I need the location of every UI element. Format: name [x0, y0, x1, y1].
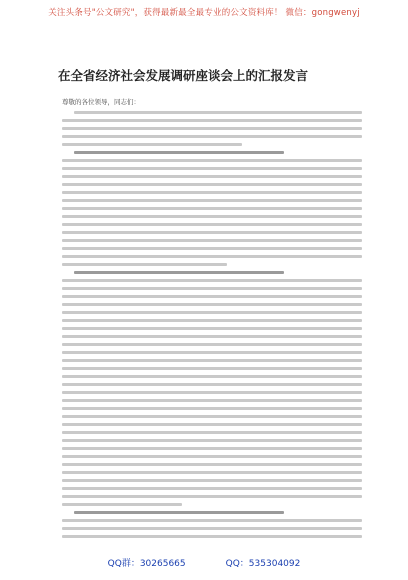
top-banner — [0, 0, 408, 24]
footer-qq-group: QQ群：30265665 — [107, 558, 186, 569]
footer-qq: QQ：535304092 — [225, 558, 301, 569]
page-title: 在全省经济社会发展调研座谈会上的汇报发言 — [58, 68, 309, 83]
footer-contacts — [0, 552, 408, 572]
salutation: 尊敬的各位领导，同志们： — [62, 98, 140, 106]
paragraph-intro — [62, 111, 362, 146]
paragraph-section-2 — [62, 271, 362, 506]
paragraph-section-3 — [62, 511, 362, 538]
banner-text: 关注头条号"公文研究"，获得最新最全最专业的公文资料库！ 微信：gongwenyj — [48, 8, 360, 18]
document-body — [62, 111, 362, 543]
paragraph-section-1 — [62, 151, 362, 266]
